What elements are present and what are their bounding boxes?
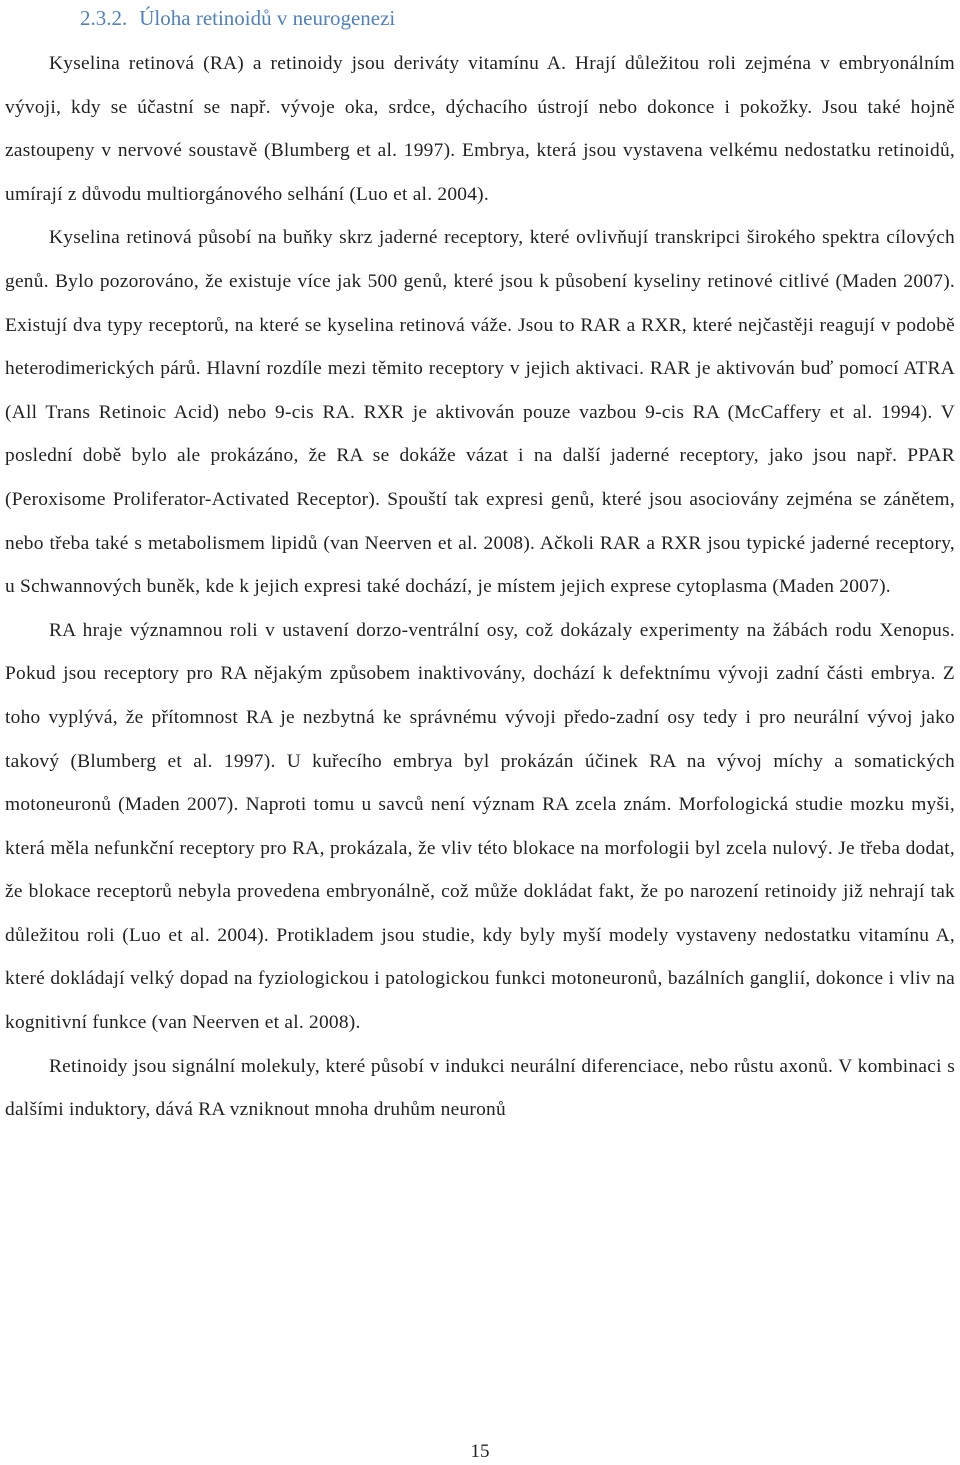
section-number: 2.3.2. <box>80 6 128 30</box>
paragraph: Kyselina retinová (RA) a retinoidy jsou deriváty vitamínu A. Hrají důležitou roli zejména v embryonálním vývoji, kdy se účastní se např. vývoje oka, srdce, dýchacího ústrojí nebo dokonce i pokožky. Jsou také hojně zastoupeny v nervové soustavě (Blumberg et al. 1997). Embrya, která jsou vystavena velkému nedostatku retinoidů, umírají z důvodu multiorgánového selhání (Luo et al. 2004). <box>5 53 955 205</box>
section-title: Úloha retinoidů v neurogenezi <box>139 6 396 30</box>
page-number: 15 <box>470 1441 490 1462</box>
paragraph: Kyselina retinová působí na buňky skrz jaderné receptory, které ovlivňují transkripci širokého spektra cílových genů. Bylo pozorováno, že existuje více jak 500 genů, které jsou k působení kyseliny retinové citlivé (Maden 2007). Existují dva typy receptorů, na které se kyselina retinová váže. Jsou to RAR a RXR, které nejčastěji reagují v podobě heterodimerických párů. Hlavní rozdíle mezi těmito receptory v jejich aktivaci. RAR je aktivován buď pomocí ATRA (All Trans Retinoic Acid) nebo 9-cis RA. RXR je aktivován pouze vazbou 9-cis RA (McCaffery et al. 1994). V poslední době bylo ale prokázáno, že RA se dokáže vázat i na další jaderné receptory, jako jsou např. PPAR (Peroxisome Proliferator-Activated Receptor). Spouští tak expresi genů, které jsou asociovány zejména se zánětem, nebo třeba také s metabolismem lipidů (van Neerven et al. 2008). Ačkoli RAR a RXR jsou typické jaderné receptory, u Schwannových buněk, kde k jejich expresi také dochází, je místem jejich exprese cytoplasma (Maden 2007). <box>5 227 955 598</box>
body-text <box>5 42 955 1132</box>
paragraph: Retinoidy jsou signální molekuly, které působí v indukci neurální diferenciace, nebo růstu axonů. V kombinaci s dalšími induktory, dává RA vzniknout mnoha druhům neuronů <box>5 1055 955 1121</box>
paragraph: RA hraje významnou roli v ustavení dorzo-ventrální osy, což dokázaly experimenty na žábách rodu Xenopus. Pokud jsou receptory pro RA nějakým způsobem inaktivovány, dochází k defektnímu vývoji zadní části embrya. Z toho vyplývá, že přítomnost RA je nezbytná ke správnému vývoji předo-zadní osy tedy i pro neurální vývoj jako takový (Blumberg et al. 1997). U kuřecího embrya byl prokázán účinek RA na vývoj míchy a somatických motoneuronů (Maden 2007). Naproti tomu u savců není význam RA zcela znám. Morfologická studie mozku myši, která měla nefunkční receptory pro RA, prokázala, že vliv této blokace na morfologii byl zcela nulový. Je třeba dodat, že blokace receptorů nebyla provedena embryonálně, což může dokládat fakt, že po narození retinoidy již nehrají tak důležitou roli (Luo et al. 2004). Protikladem jsou studie, kdy byly myší modely vystaveny nedostatku vitamínu A, které dokládají velký dopad na fyziologickou i patologickou funkci motoneuronů, bazálních ganglií, dokonce i vliv na kognitivní funkce (van Neerven et al. 2008). <box>5 619 955 1034</box>
section-heading <box>80 4 395 32</box>
